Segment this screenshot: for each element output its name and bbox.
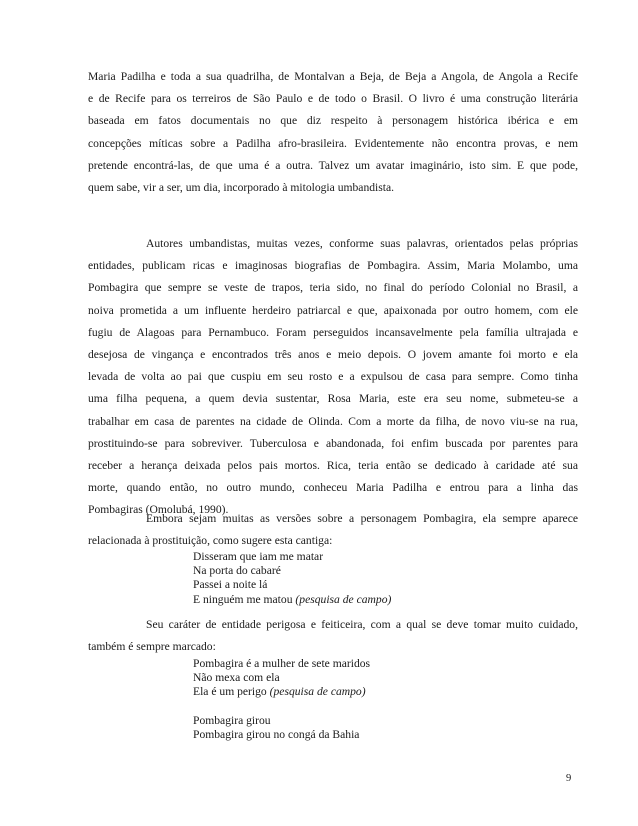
text-line: noiva prometida a um influente herdeiro patriarcal e que, apaixonada por outro homem, com ele [88, 303, 578, 317]
source-citation: (pesquisa de campo) [295, 592, 392, 606]
text-line: pretende encontrá-las, de que uma é a outra. Talvez um avatar imaginário, isto sim. E que pode, [88, 158, 578, 172]
verse-text: E ninguém me matou [193, 592, 293, 606]
verse-line [193, 593, 391, 607]
paragraph-3 [88, 508, 578, 552]
verse-line: Pombagira é a mulher de sete maridos [193, 657, 371, 670]
text-line: e de Recife para os terreiros de São Paulo e de todo o Brasil. O livro é uma construção literária [88, 92, 578, 106]
text-line: relacionada à prostituição, como sugere esta cantiga: [88, 534, 333, 548]
text-line: quem sabe, vir a ser, um dia, incorporado à mitologia umbandista. [88, 180, 395, 194]
text-line: uma filha pequena, a quem devia sustentar, Rosa Maria, este era seu nome, submeteu-se a [88, 392, 578, 406]
text-line: Seu caráter de entidade perigosa e feiticeira, com a qual se deve tomar muito cuidado, [146, 618, 578, 631]
text-line: Embora sejam muitas as versões sobre a personagem Pombagira, ela sempre aparece [146, 512, 578, 525]
source-citation: (pesquisa de campo) [269, 685, 366, 699]
paragraph-4 [88, 614, 578, 658]
text-line: morte, quando então, no outro mundo, conheceu Maria Padilha e entrou para a linha das [88, 481, 578, 495]
text-line: trabalhar em casa de parentes na cidade de Olinda. Com a morte da filha, de novo viu-se na rua, [88, 414, 578, 428]
text-line: Pombagiras (Omolubá, 1990). [88, 503, 229, 517]
text-line: desejosa de vingança e encontrados três anos e meio depois. O jovem amante foi morto e ela [88, 347, 578, 361]
verse-line: Não mexa com ela [193, 671, 280, 685]
text-line: Maria Padilha e toda a sua quadrilha, de Montalvan a Beja, de Beja a Angola, de Angola a Recife [88, 70, 578, 83]
verse-text: Ela é um perigo [193, 685, 267, 699]
text-line: também é sempre marcado: [88, 640, 216, 654]
text-line: entidades, publicam ricas e imaginosas biografias de Pombagira. Assim, Maria Molambo, uma [88, 259, 578, 273]
verse-line: Na porta do cabaré [193, 564, 281, 578]
verse-line: Disseram que iam me matar [193, 550, 324, 563]
text-line: Pombagira que sempre se veste de trapos, teria sido, no final do período Colonial no Brasil, a [88, 281, 578, 295]
verse-line: Pombagira girou [193, 713, 271, 727]
verse-line [193, 685, 370, 699]
text-line: concepções míticas sobre a Padilha afro-brasileira. Evidentemente não encontra provas, e nem [88, 136, 578, 150]
verse-line: Pombagira girou no congá da Bahia [193, 727, 360, 741]
verse-spacer [193, 700, 370, 714]
text-line: receber a herança deixada pelos pais mortos. Rica, teria então se dedicado à caridade até sua [88, 458, 578, 472]
text-line: levada de volta ao pai que cuspiu em seu rosto e a expulsou de casa para sempre. Como tinha [88, 370, 578, 384]
text-line: Autores umbandistas, muitas vezes, conforme suas palavras, orientados pelas próprias [146, 237, 578, 250]
verse-1 [193, 550, 391, 607]
verse-line: Passei a noite lá [193, 578, 268, 592]
paragraph-2 [88, 233, 578, 521]
page-number: 9 [566, 773, 572, 784]
text-line: fugiu de Alagoas para Pernambuco. Foram perseguidos incansavelmente pela família ultrajada e [88, 325, 578, 339]
text-line: prostituindo-se para sobreviver. Tuberculosa e abandonada, foi enfim buscada por parentes para [88, 436, 578, 450]
text-line: baseada em fatos documentais no que diz respeito à personagem histórica ibérica e em [88, 114, 578, 128]
paragraph-1 [88, 66, 578, 199]
verse-2 [193, 657, 370, 742]
